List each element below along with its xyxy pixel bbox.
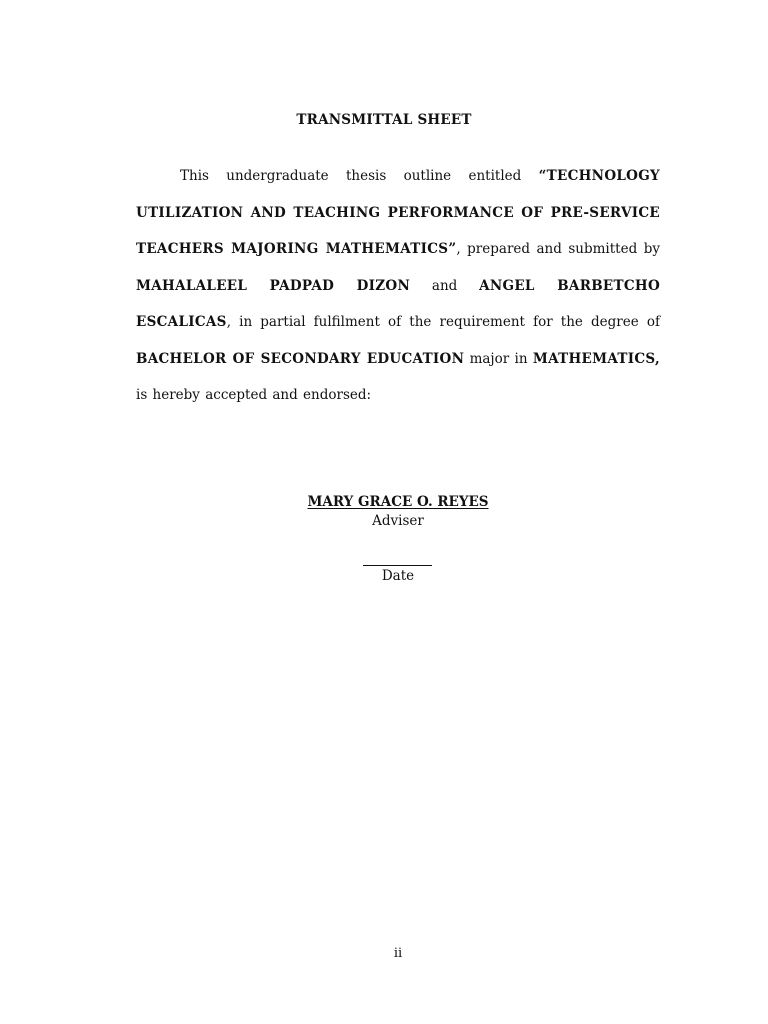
major-name: MATHEMATICS [532,350,655,367]
paragraph-text-4: , in partial fulfilment of the requirement for the degree of [226,314,660,330]
author-2: ANGEL BARBETCHO ESCALICAS [136,277,661,330]
paragraph-comma: , [655,350,660,367]
thesis-title: “TECHNOLOGY UTILIZATION AND TEACHING PERFORMANCE OF PRE-SERVICE TEACHERS MAJORING MATHEMATICS” [136,168,660,257]
page-title: TRANSMITTAL SHEET [296,112,472,128]
paragraph-text-5: major in [464,350,533,367]
degree-name: BACHELOR OF SECONDARY EDUCATION [136,350,465,367]
date-label: Date [381,568,415,584]
paragraph-text-1: This undergraduate thesis outline entitled [180,168,539,184]
date-signature-line [363,565,432,566]
paragraph-text-2: , prepared and submitted by [456,241,660,257]
paragraph-text-7: is hereby accepted and endorsed: [136,387,372,403]
author-1: MAHALALEEL PADPAD DIZON [136,277,411,294]
adviser-name: MARY GRACE O. REYES [307,494,489,510]
adviser-role: Adviser [372,513,424,529]
paragraph-text-3: and [410,277,480,294]
transmittal-paragraph [136,158,660,414]
page-number: ii [393,946,403,961]
